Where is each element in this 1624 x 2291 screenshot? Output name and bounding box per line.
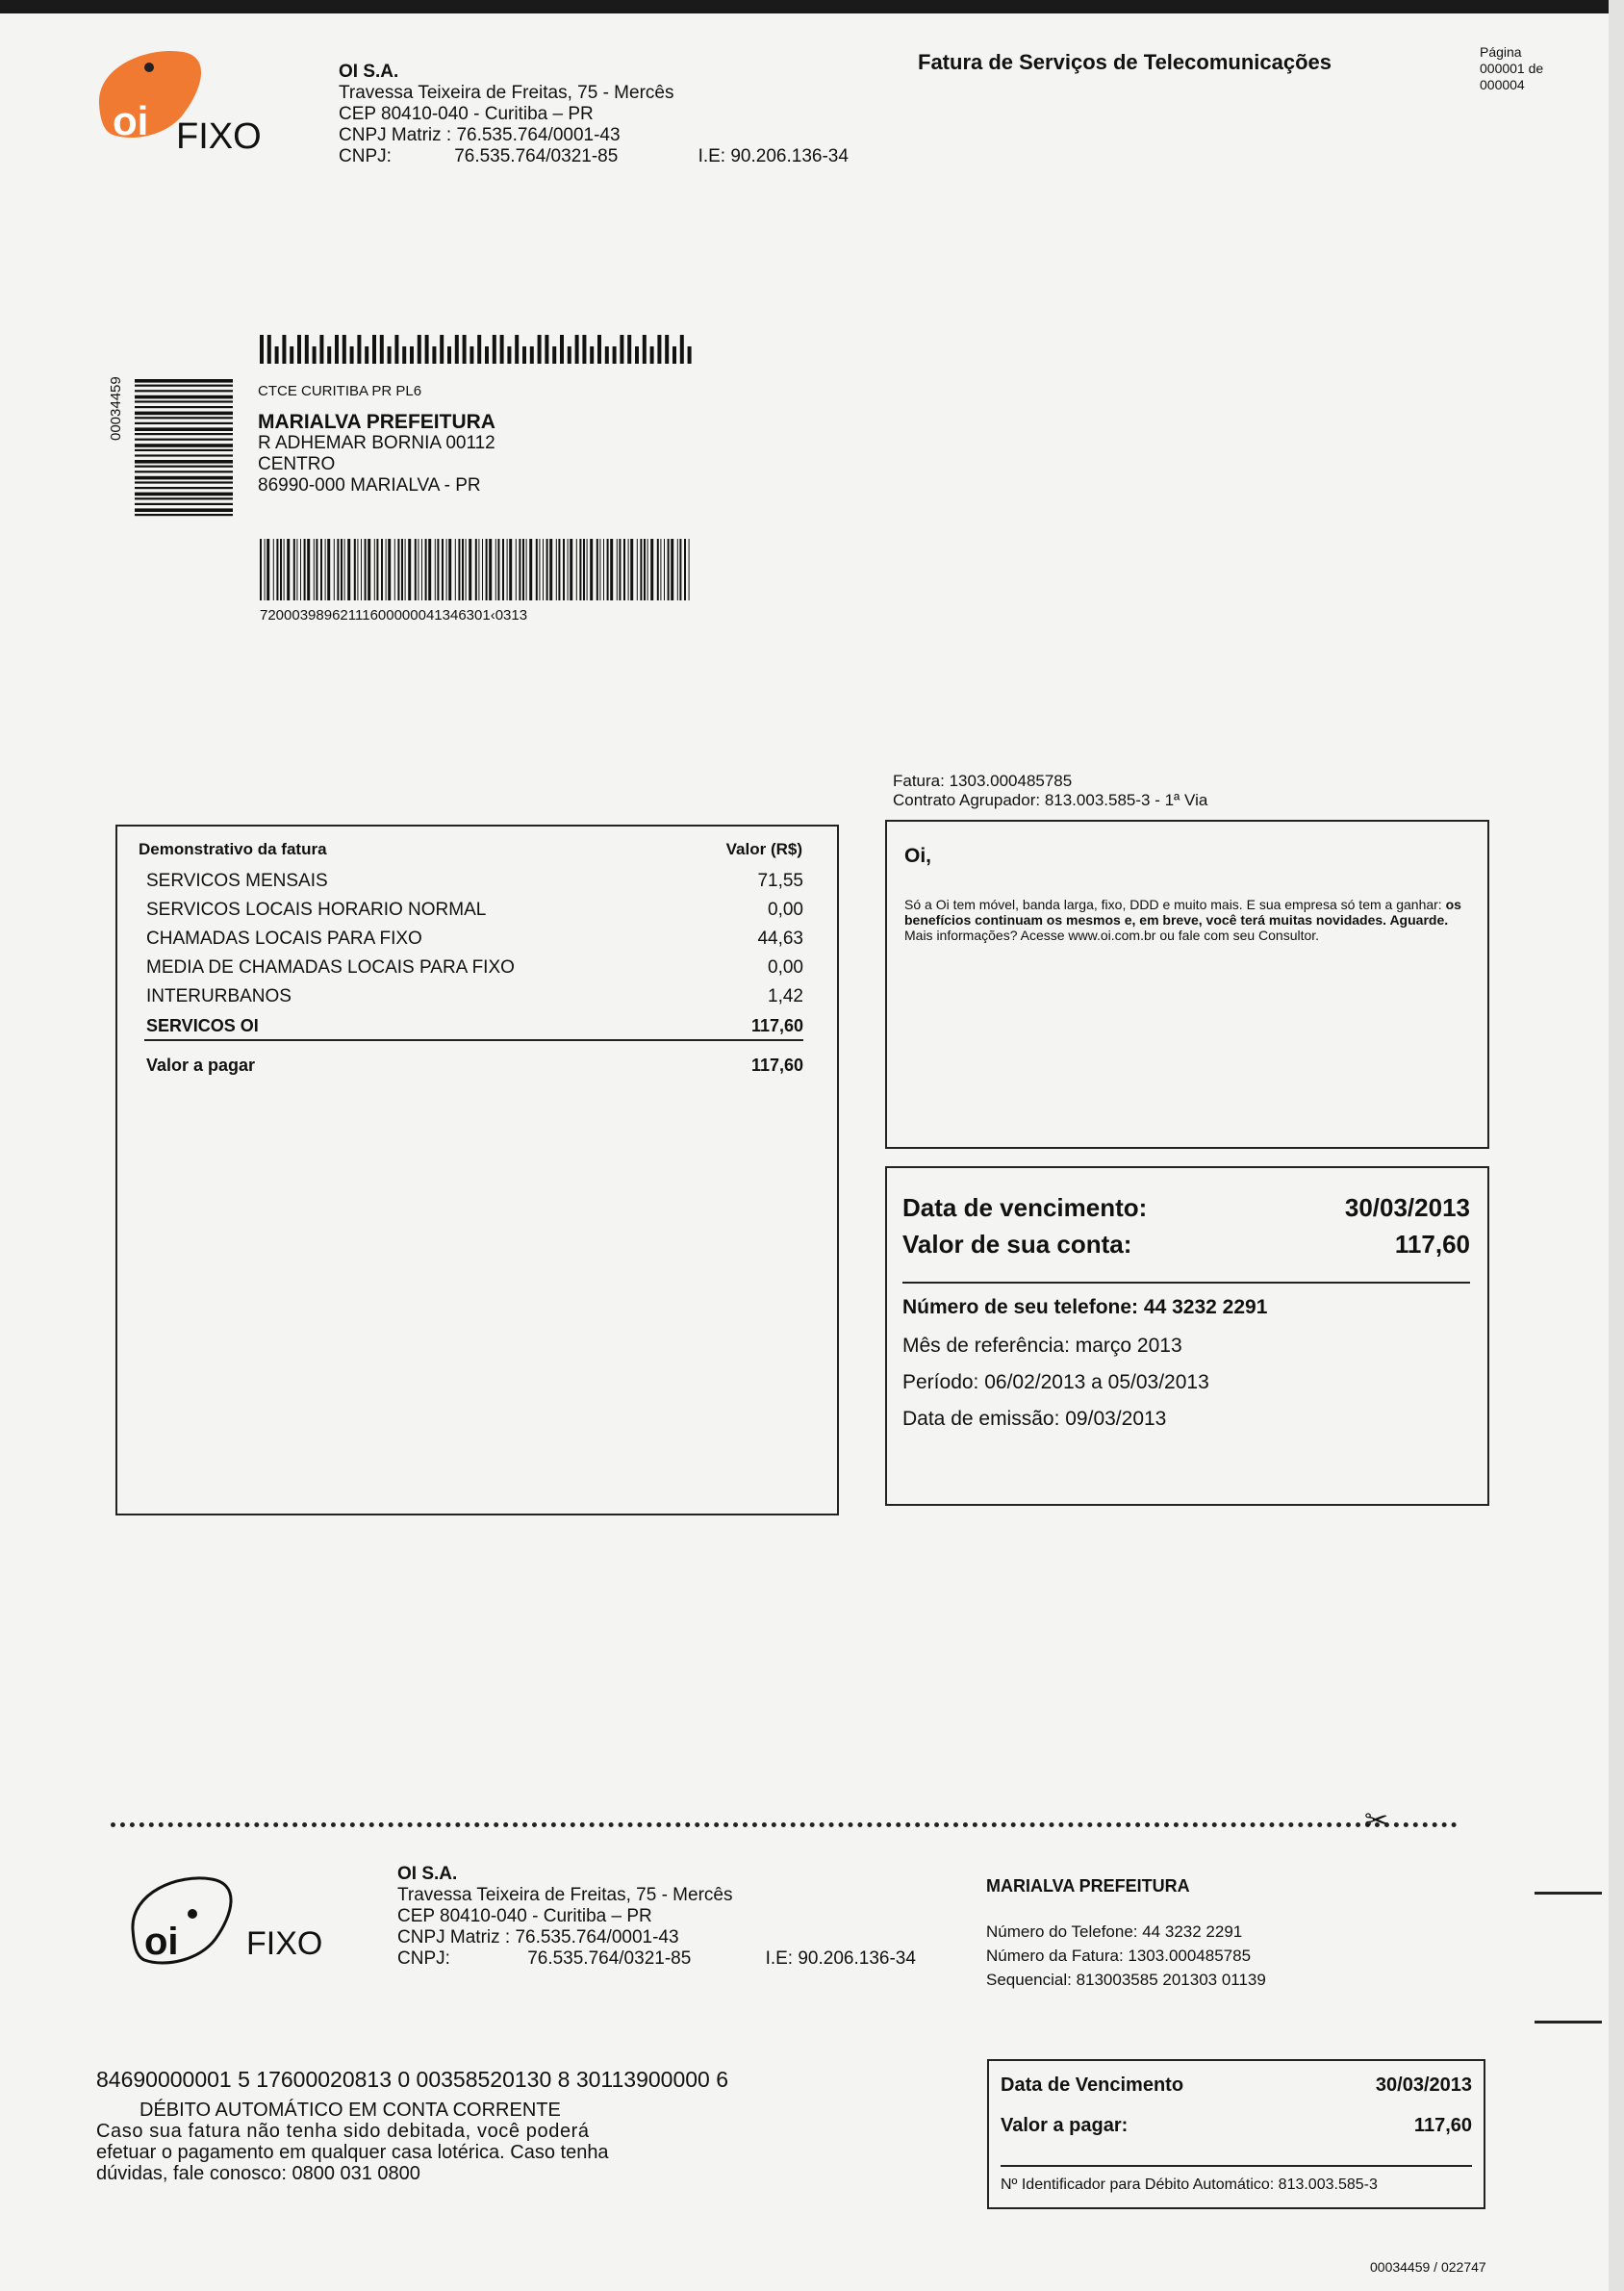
amount-value: 117,60: [1394, 1230, 1470, 1259]
contract-number: Contrato Agrupador: 813.003.585-3 - 1ª Via: [893, 791, 1208, 809]
page-label: Página: [1480, 44, 1522, 60]
phone-label: Número de seu telefone:: [902, 1296, 1139, 1318]
statement-subtotal-row: [146, 1011, 803, 1040]
phone-row: [902, 1296, 1267, 1319]
stub-address1: Travessa Teixeira de Freitas, 75 - Mercês: [397, 1885, 733, 1905]
stub-due-row: [1001, 2075, 1472, 2097]
debit-line: dúvidas, fale conosco: 0800 031 0800: [96, 2163, 420, 2184]
cnpj-label: CNPJ:: [339, 146, 392, 166]
recipient-district: CENTRO: [258, 454, 336, 474]
debit-line: Caso sua fatura não tenha sido debitada, você poderá: [96, 2121, 590, 2142]
row-label: SERVICOS MENSAIS: [146, 871, 328, 891]
stub-amount-value: 117,60: [1413, 2115, 1472, 2136]
row-value: 117,60: [750, 1016, 803, 1035]
statement-box: [115, 825, 839, 1515]
statement-row: [146, 867, 803, 896]
scan-top-band: [0, 0, 1624, 13]
row-value: 0,00: [768, 957, 803, 978]
recipient-city: 86990-000 MARIALVA - PR: [258, 475, 481, 496]
stub-cnpj-label: CNPJ:: [397, 1948, 450, 1969]
cnpj-value: 76.535.764/0321-85: [454, 146, 619, 166]
recipient-street: R ADHEMAR BORNIA 00112: [258, 433, 495, 453]
stub-cnpj-matriz: CNPJ Matriz : 76.535.764/0001-43: [397, 1927, 679, 1947]
message-greeting: Oi,: [904, 845, 932, 867]
message-more-info: Mais informações? Acesse www.oi.com.br ou fale com seu Consultor.: [904, 928, 1320, 943]
oi-fixo-logo: [91, 46, 274, 171]
recipient-name: MARIALVA PREFEITURA: [258, 411, 495, 433]
company-address1: Travessa Teixeira de Freitas, 75 - Mercês: [339, 83, 674, 103]
stacked-barcode: [135, 379, 233, 520]
svg-text:FIXO: FIXO: [176, 116, 262, 157]
debit-line: efetuar o pagamento em qualquer casa lotérica. Caso tenha: [96, 2142, 609, 2163]
stub-amount-label: Valor a pagar:: [1001, 2115, 1129, 2136]
debit-id: Nº Identificador para Débito Automático: 813.003.585-3: [1001, 2176, 1378, 2193]
company-address2: CEP 80410-040 - Curitiba – PR: [339, 104, 594, 124]
statement-total: [146, 1056, 803, 1076]
page-total: 000004: [1480, 77, 1525, 92]
statement-header-label: Demonstrativo da fatura: [139, 840, 327, 858]
due-date-label: Data de vencimento:: [902, 1193, 1148, 1222]
stub-address2: CEP 80410-040 - Curitiba – PR: [397, 1906, 652, 1926]
statement-row: [146, 896, 803, 925]
footer-number: 00034459 / 022747: [1370, 2259, 1486, 2275]
due-date-row: [902, 1193, 1470, 1223]
stub-due-box: [987, 2059, 1485, 2209]
phone-value: 44 3232 2291: [1143, 1296, 1268, 1318]
row-label: SERVICOS OI: [146, 1016, 259, 1035]
row-value: 0,00: [768, 900, 803, 920]
due-box: [885, 1166, 1489, 1506]
statement-row: [146, 982, 803, 1011]
margin-mark: [1535, 1892, 1602, 1895]
row-label: INTERURBANOS: [146, 986, 292, 1006]
stub-ie-value: I.E: 90.206.136-34: [765, 1948, 916, 1969]
routing-code: CTCE CURITIBA PR PL6: [258, 383, 422, 399]
stub-due-value: 30/03/2013: [1375, 2075, 1472, 2096]
mailing-address: [258, 381, 495, 496]
statement-row: [146, 954, 803, 982]
mail-barcode: [260, 539, 695, 600]
due-date-value: 30/03/2013: [1344, 1193, 1470, 1222]
debit-notice: [96, 2100, 609, 2184]
postal-barcode: [260, 335, 693, 364]
statement-header: [139, 840, 802, 859]
stub-customer-name: MARIALVA PREFEITURA: [986, 1876, 1190, 1896]
statement-divider: [144, 1039, 803, 1041]
row-value: 1,42: [768, 986, 803, 1006]
company-cnpj-matriz: CNPJ Matriz : 76.535.764/0001-43: [339, 125, 621, 145]
invoice-number: Fatura: 1303.000485785: [893, 772, 1073, 790]
scan-right-edge: [1609, 0, 1624, 2291]
row-label: SERVICOS LOCAIS HORARIO NORMAL: [146, 900, 487, 920]
statement-row: [146, 925, 803, 954]
message-text: Só a Oi tem móvel, banda larga, fixo, DDD e muito mais. E sua empresa só tem a ganhar:: [904, 897, 1442, 912]
scissors-icon: ✂: [1364, 1805, 1389, 1837]
row-label: CHAMADAS LOCAIS PARA FIXO: [146, 929, 422, 949]
company-cnpj-row: [339, 146, 849, 167]
amount-label: Valor de sua conta:: [902, 1230, 1132, 1259]
ie-value: I.E: 90.206.136-34: [698, 146, 849, 166]
stub-customer: [986, 1876, 1266, 1992]
stub-phone: Número do Telefone: 44 3232 2291: [986, 1922, 1243, 1941]
page-indicator: [1480, 44, 1543, 93]
invoice-info: [893, 772, 1207, 810]
svg-text:oi: oi: [113, 98, 149, 143]
message-box: [885, 820, 1489, 1149]
total-value: 117,60: [750, 1056, 803, 1075]
page-current: 000001 de: [1480, 61, 1544, 76]
statement-header-value: Valor (R$): [725, 840, 802, 858]
total-label: Valor a pagar: [146, 1056, 256, 1075]
message-highlight: os benefícios continuam os mesmos e, em breve, você terá muitas novidades. Aguarde.: [904, 897, 1461, 928]
stub-due-label: Data de Vencimento: [1001, 2075, 1184, 2096]
stub-cnpj-value: 76.535.764/0321-85: [527, 1948, 692, 1969]
stub-sequence: Sequencial: 813003585 201303 01139: [986, 1971, 1266, 1989]
barcode-number: 72000398962111600000041346301‹0313: [260, 607, 528, 624]
company-block: [339, 62, 849, 167]
amount-row: [902, 1230, 1470, 1260]
stub-company-name: OI S.A.: [397, 1864, 458, 1884]
stub-invoice: Número da Fatura: 1303.000485785: [986, 1947, 1252, 1965]
svg-text:FIXO: FIXO: [246, 1925, 323, 1962]
margin-mark: [1535, 2021, 1602, 2024]
due-divider: [902, 1282, 1470, 1284]
debit-title: DÉBITO AUTOMÁTICO EM CONTA CORRENTE: [140, 2100, 561, 2121]
statement-rows: [146, 867, 803, 1040]
stub-company-block: [397, 1864, 916, 1970]
row-value: 71,55: [757, 871, 803, 891]
row-label: MEDIA DE CHAMADAS LOCAIS PARA FIXO: [146, 957, 515, 978]
stub-divider: [1001, 2165, 1472, 2167]
issue-date: Data de emissão: 09/03/2013: [902, 1408, 1167, 1430]
page-title: Fatura de Serviços de Telecomunicações: [918, 50, 1332, 74]
company-name: OI S.A.: [339, 62, 399, 82]
reference-month: Mês de referência: março 2013: [902, 1335, 1182, 1357]
stub-amount-row: [1001, 2115, 1472, 2137]
cut-line: [111, 1822, 1458, 1827]
stub-cnpj-row: [397, 1948, 916, 1970]
row-value: 44,63: [757, 929, 803, 949]
svg-text:oi: oi: [144, 1921, 179, 1963]
message-body: [904, 897, 1482, 943]
payment-linecode: 84690000001 5 17600020813 0 00358520130 8 30113900000 6: [96, 2067, 729, 2092]
side-code: 00034459: [108, 376, 124, 441]
billing-period: Período: 06/02/2013 a 05/03/2013: [902, 1371, 1209, 1393]
oi-fixo-logo-outline: [125, 1871, 356, 1977]
